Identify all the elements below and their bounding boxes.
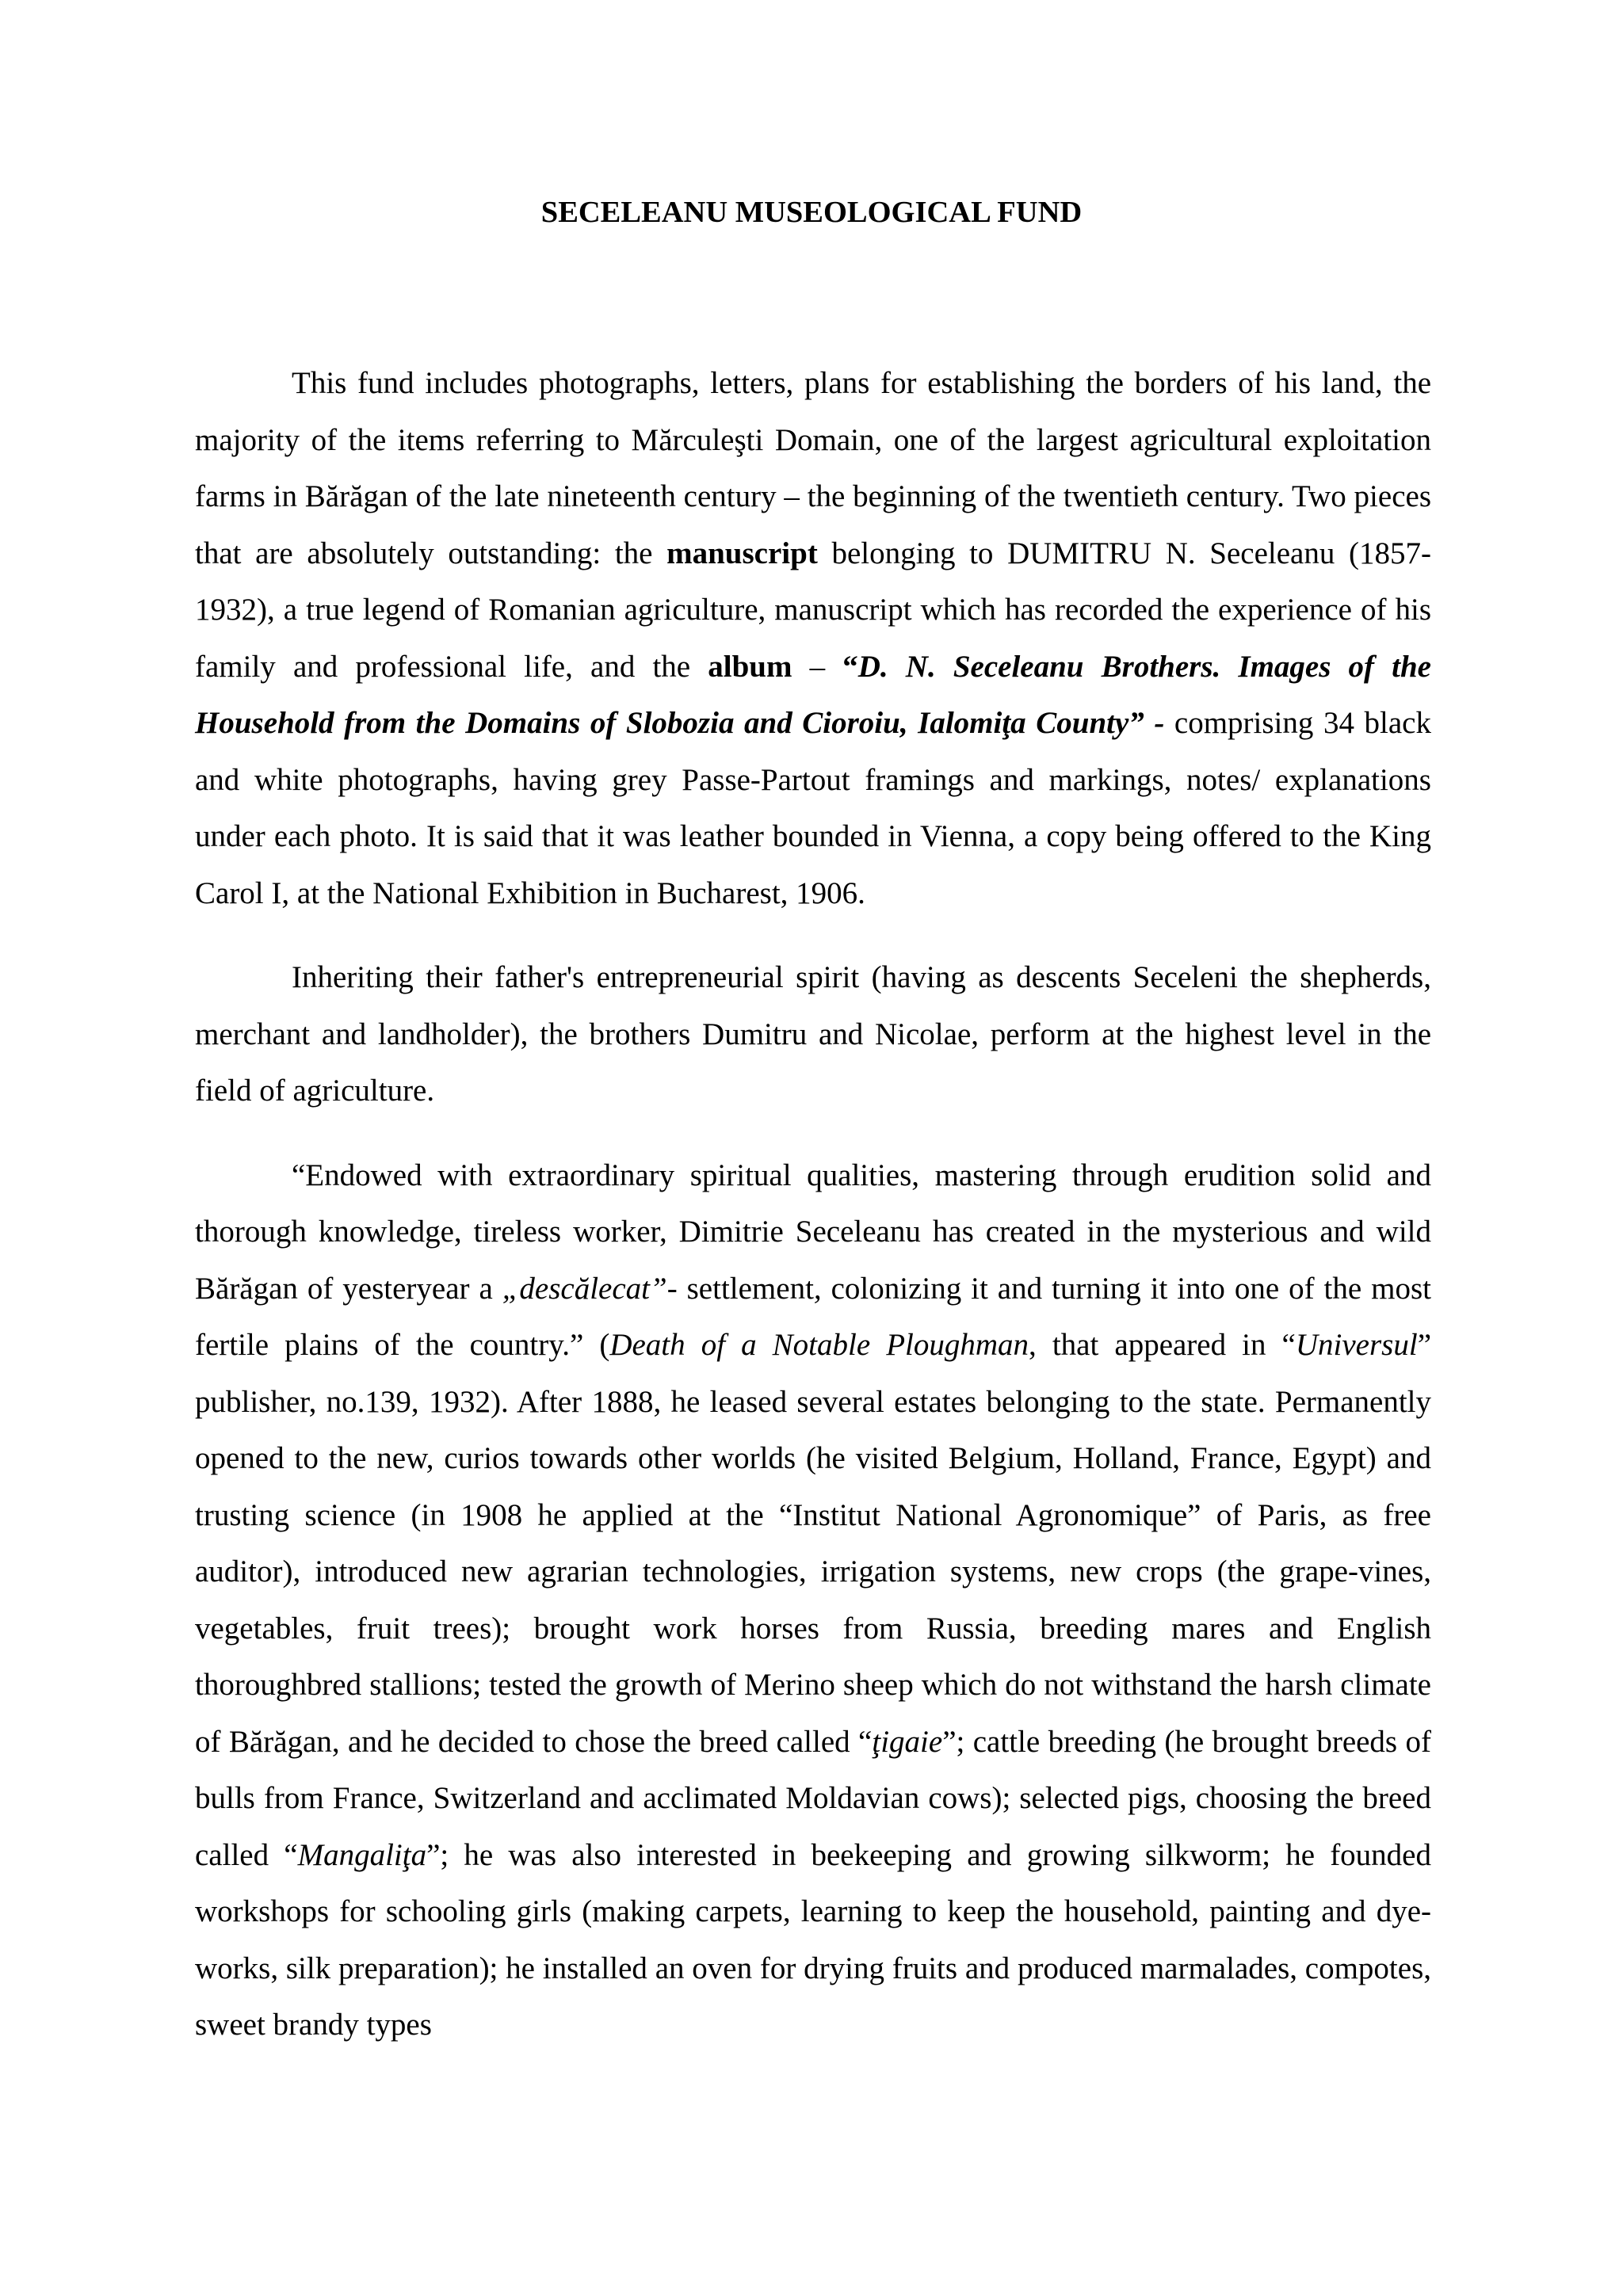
album-term: album: [708, 649, 792, 684]
album-open-quote: “: [842, 649, 858, 684]
article-title: Death of a Notable Ploughman: [609, 1328, 1029, 1362]
paragraph-text: - settlement: [666, 1271, 814, 1306]
manuscript-term: manuscript: [666, 536, 818, 570]
pig-breed-name: Mangaliţa: [297, 1837, 427, 1872]
paragraph-text: belonging to DUMITRU N. Seceleanu (1857-1932), a true legend of Romanian agriculture, manuscript which has recorded the experience of his family and professional life, and the: [195, 536, 1431, 684]
album-close-quote: [1128, 706, 1164, 740]
paragraph-fund-description: [195, 355, 1431, 921]
paragraph-text: –: [792, 649, 843, 684]
document-title: SECELEANU MUSEOLOGICAL FUND: [540, 196, 1083, 229]
italic-comma: ,: [813, 1271, 822, 1306]
paragraph-text: ”; he was also interested in beekeeping and growing silkworm; he founded workshops for schooling girls (making carpets, learning to keep the household, painting and dye-works, silk preparation); he installed an oven for drying fruits and produced marmalades, compotes, sweet brandy types: [195, 1837, 1431, 2042]
paragraph-text: comprising 34 black and white photographs, having grey Passe-Partout framings and markings, notes/ explanations under each photo. It is said that it was leather bounded in Vienna, a copy being offered to the King Carol I, at the National Exhibition in Bucharest, 1906.: [195, 706, 1431, 910]
paragraph-biography: [195, 1147, 1431, 2054]
album-close-quote-text: ” -: [1128, 706, 1165, 740]
paragraph-inheritance: Inheriting their father's entrepreneurial spirit (having as descents Seceleni the shepherds, merchant and landholder), the brothers Dumitru and Nicolae, perform at the highest level in the field of agriculture.: [195, 960, 1431, 1108]
paragraph-text: ”; cattle breeding (he brought breeds of bulls from France, Switzerland and acclimated Moldavian cows); selected pigs, choosing the breed called “: [195, 1724, 1432, 1872]
paragraph-text: This fund includes photographs, letters, plans for establishing the borders of his land, the majority of the items referring to Mărculeşti Domain, one of the largest agricultural exploitation farms in Bărăgan of the late nineteenth century – the beginning of the twentieth century. Two pieces that are absolutely outstanding: the: [195, 366, 1431, 570]
descalecat-term: „descălecat”: [502, 1271, 667, 1306]
sheep-breed-name: ţigaie: [872, 1724, 943, 1759]
album-title-text: D. N. Seceleanu Brothers. Images of the Household from the Domains of Slobozia and Cioroiu, Ialomiţa County: [195, 649, 1431, 740]
paragraph-text: , that appeared in “: [1029, 1328, 1296, 1362]
paragraph-text: colonizing it and turning it into one of the most fertile plains of the country.” (: [195, 1271, 1431, 1362]
paragraph-text: “Endowed with extraordinary spiritual qualities, mastering through erudition solid and thorough knowledge, tireless worker, Dimitrie Seceleanu has created in the mysterious and wild Bărăgan of yesteryear a: [195, 1158, 1431, 1306]
publisher-name: Universul: [1295, 1328, 1418, 1362]
paragraph-text: ” publisher, no.139, 1932). After 1888, he leased several estates belonging to the state. Permanently opened to the new, curios towards other worlds (he visited Belgium, Holland, France, Egypt) and trusting science (in 1908 he applied at the “Institut National Agronomique” of Paris, as free auditor), introduced new agrarian technologies, irrigation systems, new crops (the grape-vines, vegetables, fruit trees); brought work horses from Russia, breeding mares and English thoroughbred stallions; tested the growth of Merino sheep which do not withstand the harsh climate of Bărăgan, and he decided to chose the breed called “: [195, 1328, 1431, 1759]
document-body: [195, 355, 1431, 2054]
